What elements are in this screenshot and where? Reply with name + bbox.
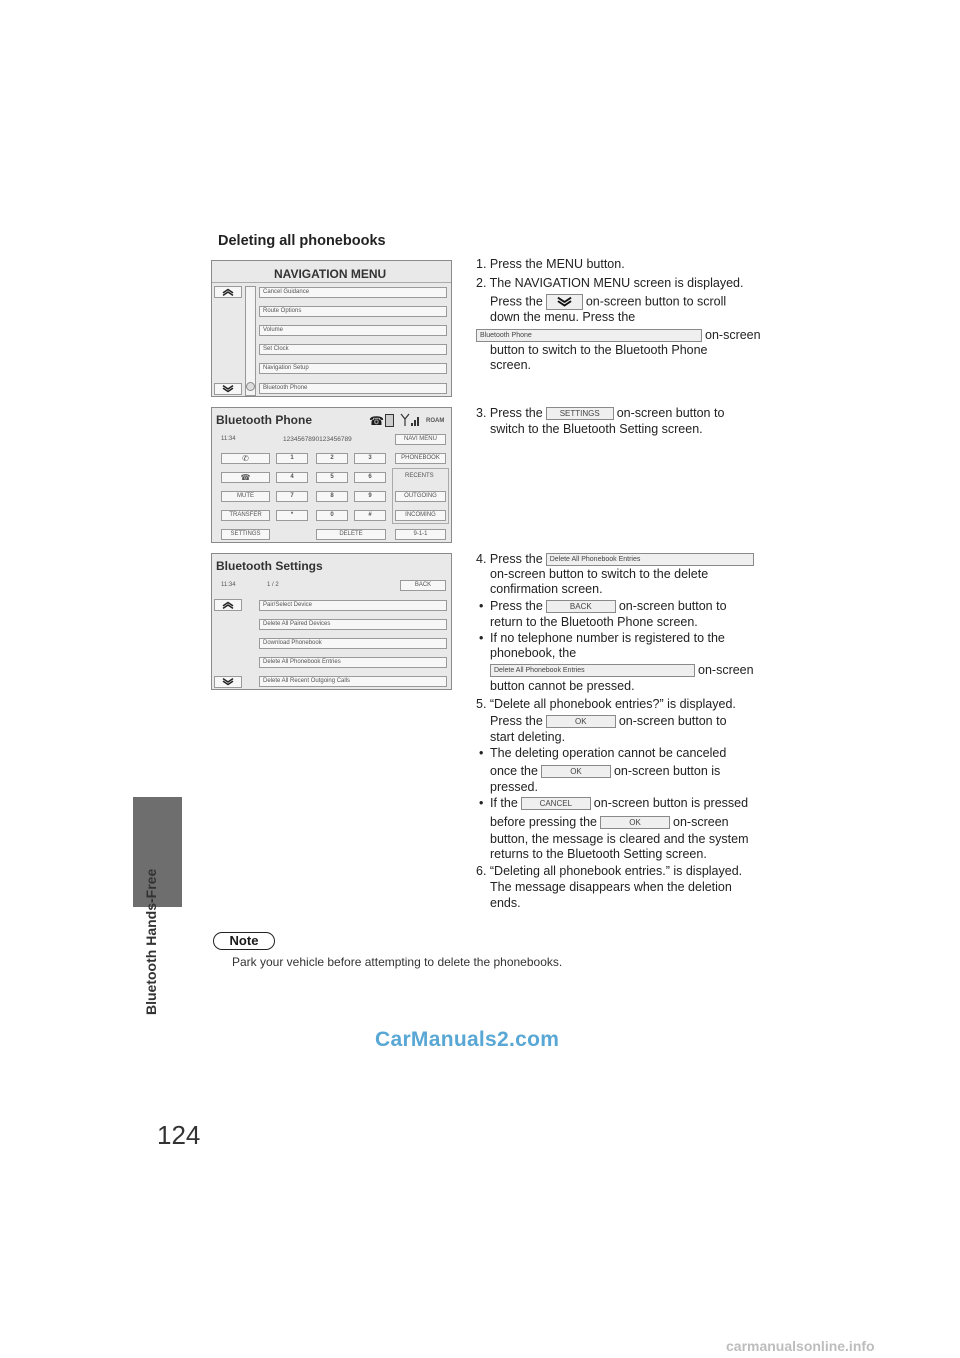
key-5[interactable]: 5 [316, 472, 348, 483]
page-number: 124 [157, 1120, 201, 1150]
carmanualsonline-watermark[interactable]: carmanualsonline.info [726, 1338, 875, 1354]
navigation-menu-screen [211, 260, 452, 397]
nav-item-route-options[interactable]: Route Options [259, 306, 447, 317]
bullet-no-number-line-2: phonebook, the [490, 646, 577, 660]
double-down-arrow-icon [547, 295, 582, 309]
delete-all-phonebook-inline-button-2: Delete All Phonebook Entries [490, 664, 695, 677]
key-7[interactable]: 7 [276, 491, 308, 502]
carmanuals-watermark[interactable]: CarManuals2.com [375, 1028, 560, 1051]
bluetooth-phone-screen [211, 407, 452, 543]
nav-item-cancel-guidance[interactable]: Cancel Guidance [259, 287, 447, 298]
settings-screen-title: Bluetooth Settings [216, 559, 323, 573]
step-1: 1. Press the MENU button. [476, 257, 625, 271]
recents-label: RECENTS [405, 473, 434, 479]
emergency-button[interactable]: 9-1-1 [395, 529, 446, 540]
key-0[interactable]: 0 [316, 510, 348, 521]
scroll-track[interactable] [245, 286, 256, 396]
key-6[interactable]: 6 [354, 472, 386, 483]
settings-page-indicator: 1 / 2 [267, 582, 279, 588]
step-2-line-2: Press the on-screen button to scroll [490, 294, 727, 309]
phone-handset-icon: ☎ [369, 414, 384, 428]
end-call-button[interactable]: ☎ [221, 472, 270, 483]
settings-button-mini[interactable]: SETTINGS [221, 529, 270, 540]
settings-item-delete-paired[interactable]: Delete All Paired Devices [259, 619, 447, 630]
bullet-no-number-line-3: Delete All Phonebook Entries on-screen [476, 663, 776, 678]
navi-menu-button[interactable]: NAVI MENU [395, 434, 446, 445]
step-4: 4. Press the Delete All Phonebook Entries [476, 552, 776, 567]
note-text: Park your vehicle before attempting to delete the phonebooks. [232, 955, 563, 969]
step-5-line-2: Press the OK on-screen button to [490, 714, 727, 728]
step-2-line-6: screen. [490, 358, 531, 372]
key-9[interactable]: 9 [354, 491, 386, 502]
double-up-arrow-icon [215, 287, 241, 297]
delete-button-mini[interactable]: DELETE [316, 529, 386, 540]
bullet-back-line-2: return to the Bluetooth Phone screen. [490, 615, 698, 629]
step-4-line-3: confirmation screen. [490, 582, 603, 596]
phone-screen-title: Bluetooth Phone [216, 413, 312, 427]
key-hash[interactable]: # [354, 510, 386, 521]
bluetooth-settings-screen [211, 553, 452, 690]
bullet-no-number-line-4: button cannot be pressed. [490, 679, 635, 693]
step-5-line-3: start deleting. [490, 730, 566, 744]
step-6-line-3: ends. [490, 896, 521, 910]
scroll-up-button[interactable] [214, 286, 242, 298]
bullet-no-number: • If no telephone number is registered to the [476, 631, 776, 646]
key-8[interactable]: 8 [316, 491, 348, 502]
note-badge: Note [213, 932, 275, 950]
ok-inline-button-2: OK [541, 765, 611, 778]
nav-item-set-clock[interactable]: Set Clock [259, 344, 447, 355]
incoming-button[interactable]: INCOMING [395, 510, 446, 521]
ok-inline-button: OK [546, 715, 616, 728]
section-title: Deleting all phonebooks [218, 233, 386, 249]
step-3-line-2: switch to the Bluetooth Setting screen. [490, 422, 703, 436]
bullet-cancel-line-4: returns to the Bluetooth Setting screen. [490, 847, 707, 861]
delete-all-phonebook-inline-button: Delete All Phonebook Entries [546, 553, 754, 566]
back-button-mini[interactable]: BACK [400, 580, 446, 591]
nav-screen-title: NAVIGATION MENU [274, 267, 387, 281]
settings-scroll-down-button[interactable] [214, 676, 242, 688]
signal-strength-icon [400, 413, 422, 427]
phonebook-button[interactable]: PHONEBOOK [395, 453, 446, 464]
phone-time: 11:34 [221, 436, 236, 442]
nav-item-bluetooth-phone[interactable]: Bluetooth Phone [259, 383, 447, 394]
dialed-number: 1234567890123456789 [283, 436, 352, 443]
key-1[interactable]: 1 [276, 453, 308, 464]
settings-time: 11:34 [221, 582, 236, 588]
ok-inline-button-3: OK [600, 816, 670, 829]
double-down-arrow-icon [215, 384, 241, 394]
scroll-down-button[interactable] [214, 383, 242, 395]
key-star[interactable]: * [276, 510, 308, 521]
scroll-down-inline-button [546, 294, 583, 310]
settings-item-delete-phonebook[interactable]: Delete All Phonebook Entries [259, 657, 447, 668]
double-up-arrow-icon [215, 600, 241, 610]
bullet-cannot-cancel-line-2: once the OK on-screen button is [490, 764, 721, 778]
settings-item-delete-recent-outgoing[interactable]: Delete All Recent Outgoing Calls [259, 676, 447, 687]
nav-item-navigation-setup[interactable]: Navigation Setup [259, 363, 447, 374]
settings-item-pair-select[interactable]: Pair/Select Device [259, 600, 447, 611]
back-inline-button: BACK [546, 600, 616, 613]
step-6: 6. “Deleting all phonebook entries.” is displayed. [476, 864, 743, 878]
key-3[interactable]: 3 [354, 453, 386, 464]
settings-inline-button: SETTINGS [546, 407, 614, 420]
bluetooth-phone-inline-button: Bluetooth Phone [476, 329, 702, 342]
key-2[interactable]: 2 [316, 453, 348, 464]
step-2-line-5: button to switch to the Bluetooth Phone [490, 343, 708, 357]
bullet-cannot-cancel: • The deleting operation cannot be canceled [476, 746, 776, 761]
step-2-line-4: Bluetooth Phone on-screen [476, 328, 776, 343]
nav-item-volume[interactable]: Volume [259, 325, 447, 336]
bullet-cancel-line-2: before pressing the OK on-screen [490, 815, 729, 829]
bullet-back: • Press the BACK on-screen button to [476, 599, 776, 614]
phone-device-icon [385, 414, 394, 427]
scroll-thumb[interactable] [246, 382, 255, 391]
step-2-line-3: down the menu. Press the [490, 310, 636, 324]
settings-item-download-phonebook[interactable]: Download Phonebook [259, 638, 447, 649]
step-5: 5. “Delete all phonebook entries?” is displayed. [476, 697, 736, 711]
bullet-cancel: • If the CANCEL on-screen button is pressed [476, 796, 776, 811]
call-button[interactable]: ✆ [221, 453, 270, 464]
double-down-arrow-icon [215, 677, 241, 687]
key-4[interactable]: 4 [276, 472, 308, 483]
step-4-line-2: on-screen button to switch to the delete [490, 567, 709, 581]
cancel-inline-button: CANCEL [521, 797, 591, 810]
settings-scroll-up-button[interactable] [214, 599, 242, 611]
bullet-cannot-cancel-line-3: pressed. [490, 780, 538, 794]
transfer-button[interactable]: TRANSFER [221, 510, 270, 521]
roam-indicator: ROAM [426, 418, 445, 424]
step-3: 3. Press the SETTINGS on-screen button to [476, 406, 725, 420]
step-6-line-2: The message disappears when the deletion [490, 880, 732, 894]
step-2: 2. The NAVIGATION MENU screen is displayed. [476, 276, 744, 290]
mute-button[interactable]: MUTE [221, 491, 270, 502]
bullet-cancel-line-3: button, the message is cleared and the system [490, 832, 749, 846]
outgoing-button[interactable]: OUTGOING [395, 491, 446, 502]
